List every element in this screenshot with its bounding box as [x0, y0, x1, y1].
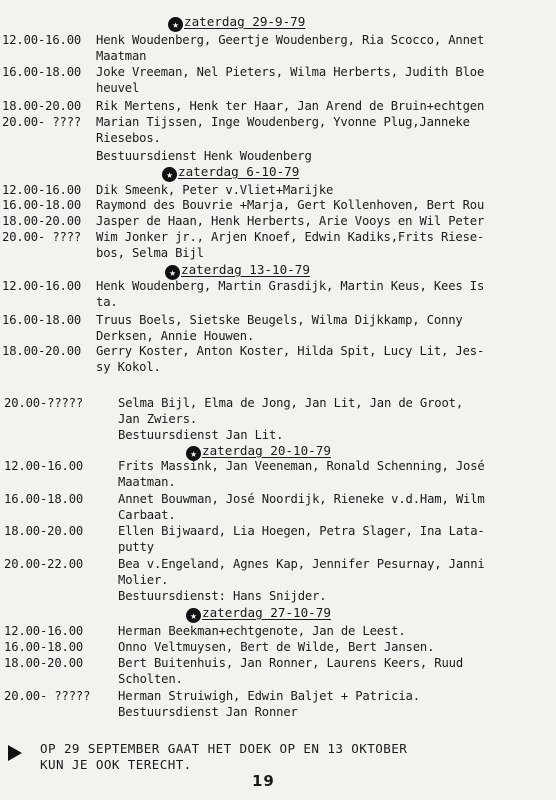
date-label: zaterdag 6-10-79 [178, 164, 300, 179]
time-slot: 20.00-22.00 [4, 557, 84, 571]
volunteer-names: Herman Struiwigh, Edwin Baljet + Patricia. [118, 689, 420, 703]
volunteer-names: Frits Massink, Jan Veeneman, Ronald Schenning, José [118, 459, 485, 473]
volunteer-names: Raymond des Bouvrie +Marja, Gert Kollenhoven, Bert Rou [96, 198, 485, 212]
time-slot: 12.00-16.00 [2, 183, 82, 197]
time-slot: 20.00- ???? [2, 230, 82, 244]
volunteer-names-continued: Molier. [118, 573, 169, 587]
volunteer-names: Joke Vreeman, Nel Pieters, Wilma Herberts, Judith Bloe [96, 65, 485, 79]
volunteer-names-continued: Maatman [96, 49, 147, 63]
volunteer-names-continued: putty [118, 540, 154, 554]
volunteer-names: Jasper de Haan, Henk Herberts, Arie Vooys en Wil Peter [96, 214, 485, 228]
footer-line-2: KUN JE OOK TERECHT. [40, 757, 192, 772]
volunteer-names-continued: Riesebos. [96, 131, 161, 145]
time-slot: 12.00-16.00 [4, 624, 84, 638]
board-duty: Bestuursdienst Jan Lit. [118, 428, 284, 442]
time-slot: 20.00-????? [4, 396, 84, 410]
volunteer-names-continued: Maatman. [118, 475, 176, 489]
volunteer-names: Annet Bouwman, José Noordijk, Rieneke v.d.Ham, Wilm [118, 492, 485, 506]
volunteer-names: Marian Tijssen, Inge Woudenberg, Yvonne Plug,Janneke [96, 115, 470, 129]
star-icon: ★ [165, 265, 180, 280]
arrow-pointer-icon [8, 745, 22, 761]
star-icon: ★ [186, 446, 201, 461]
board-duty: Bestuursdienst: Hans Snijder. [118, 589, 327, 603]
time-slot: 16.00-18.00 [2, 65, 82, 79]
star-icon: ★ [186, 608, 201, 623]
volunteer-names-continued: sy Kokol. [96, 360, 161, 374]
volunteer-names-continued: Jan Zwiers. [118, 412, 198, 426]
board-duty: Bestuursdienst Jan Ronner [118, 705, 298, 719]
time-slot: 18.00-20.00 [2, 99, 82, 113]
page-number: 19 [252, 772, 275, 790]
time-slot: 18.00-20.00 [4, 524, 84, 538]
time-slot: 18.00-20.00 [2, 214, 82, 228]
date-label: zaterdag 20-10-79 [202, 443, 331, 458]
volunteer-names: Selma Bijl, Elma de Jong, Jan Lit, Jan de Groot, [118, 396, 463, 410]
time-slot: 16.00-18.00 [4, 640, 84, 654]
time-slot: 12.00-16.00 [4, 459, 84, 473]
date-header [168, 14, 305, 32]
time-slot: 20.00- ???? [2, 115, 82, 129]
footer-note [40, 741, 407, 773]
time-slot: 16.00-18.00 [2, 198, 82, 212]
date-header [162, 164, 299, 182]
volunteer-names-continued: heuvel [96, 81, 140, 95]
volunteer-names-continued: Scholten. [118, 672, 183, 686]
date-label: zaterdag 29-9-79 [184, 14, 306, 29]
volunteer-names: Ellen Bijwaard, Lia Hoegen, Petra Slager, Ina Lata- [118, 524, 485, 538]
time-slot: 18.00-20.00 [2, 344, 82, 358]
volunteer-names: Wim Jonker jr., Arjen Knoef, Edwin Kadiks,Frits Riese- [96, 230, 485, 244]
footer-line-1: OP 29 SEPTEMBER GAAT HET DOEK OP EN 13 OKTOBER [40, 741, 408, 756]
star-icon: ★ [168, 17, 183, 32]
volunteer-names-continued: ta. [96, 295, 118, 309]
volunteer-names-continued: bos, Selma Bijl [96, 246, 204, 260]
volunteer-names: Herman Beekman+echtgenote, Jan de Leest. [118, 624, 406, 638]
volunteer-names: Henk Woudenberg, Martin Grasdijk, Martin Keus, Kees Is [96, 279, 485, 293]
date-label: zaterdag 27-10-79 [202, 605, 331, 620]
volunteer-names: Truus Boels, Sietske Beugels, Wilma Dijkkamp, Conny [96, 313, 463, 327]
time-slot: 12.00-16.00 [2, 279, 82, 293]
time-slot: 12.00-16.00 [2, 33, 82, 47]
date-header [186, 605, 331, 623]
volunteer-names: Rik Mertens, Henk ter Haar, Jan Arend de Bruin+echtgen [96, 99, 485, 113]
volunteer-names-continued: Derksen, Annie Houwen. [96, 329, 255, 343]
star-icon: ★ [162, 167, 177, 182]
volunteer-names: Dik Smeenk, Peter v.Vliet+Marijke [96, 183, 334, 197]
time-slot: 16.00-18.00 [4, 492, 84, 506]
volunteer-names: Henk Woudenberg, Geertje Woudenberg, Ria Scocco, Annet [96, 33, 485, 47]
date-label: zaterdag 13-10-79 [181, 262, 310, 277]
volunteer-names-continued: Carbaat. [118, 508, 176, 522]
time-slot: 16.00-18.00 [2, 313, 82, 327]
board-duty: Bestuursdienst Henk Woudenberg [96, 149, 312, 163]
volunteer-names: Onno Veltmuysen, Bert de Wilde, Bert Jansen. [118, 640, 435, 654]
volunteer-names: Bert Buitenhuis, Jan Ronner, Laurens Keers, Ruud [118, 656, 463, 670]
time-slot: 18.00-20.00 [4, 656, 84, 670]
volunteer-names: Bea v.Engeland, Agnes Kap, Jennifer Pesurnay, Janni [118, 557, 485, 571]
volunteer-names: Gerry Koster, Anton Koster, Hilda Spit, Lucy Lit, Jes- [96, 344, 485, 358]
time-slot: 20.00- ????? [4, 689, 91, 703]
